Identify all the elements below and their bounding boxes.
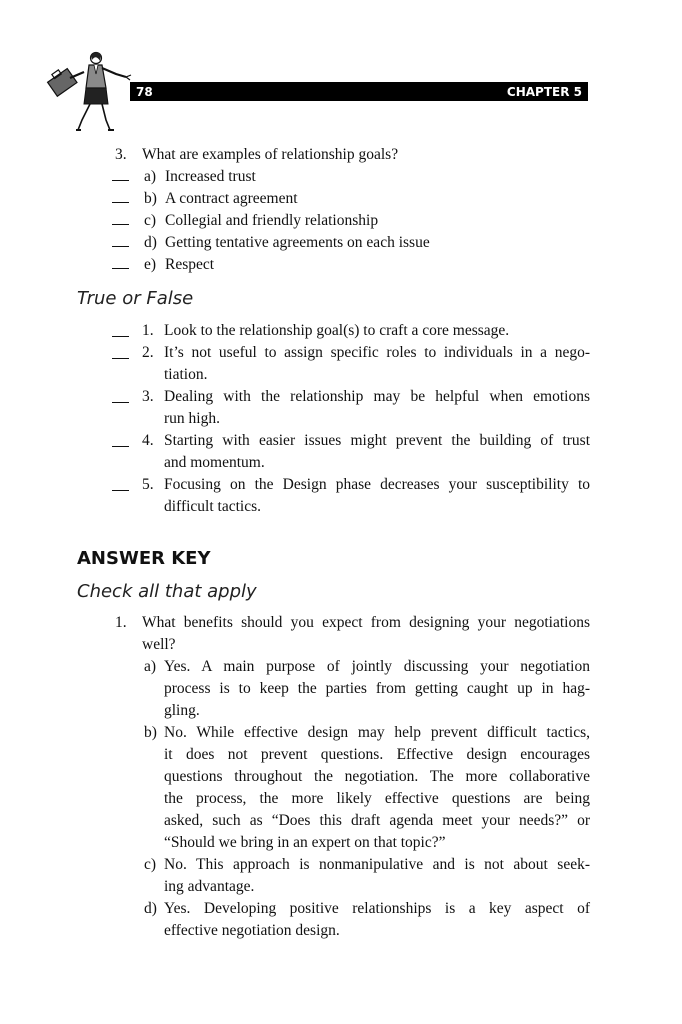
option-c-text: Collegial and friendly relationship [165, 212, 379, 229]
page-number: 78 [136, 84, 153, 99]
answer-line: effective negotiation design. [164, 922, 340, 939]
answer-line: process is to keep the parties from getting caught up in hag- [164, 680, 590, 697]
answer-line: gling. [164, 702, 200, 719]
answer-blank [112, 344, 129, 359]
answer-line: Yes. Developing positive relationships is a key aspect of [164, 900, 590, 917]
tf-line: Starting with easier issues might prevent the building of trust [164, 432, 590, 449]
answer-line: questions throughout the negotiation. The more collaborative [164, 768, 590, 785]
question-3-text: What are examples of relationship goals? [142, 146, 399, 163]
answer-text [164, 898, 590, 942]
option-e [112, 254, 129, 276]
option-b-text: A contract agreement [165, 190, 298, 207]
tf-item-number: 4. [142, 432, 154, 449]
tf-item-text [164, 320, 590, 342]
check-all-heading: Check all that apply [77, 581, 257, 602]
tf-line: It’s not useful to assign specific roles to individuals in a nego- [164, 344, 590, 361]
option-d-text: Getting tentative agreements on each issue [165, 234, 430, 251]
page-header-bar [130, 82, 588, 101]
option-c [112, 210, 129, 232]
question-3-number: 3. [115, 146, 127, 163]
tf-item-text [164, 430, 590, 474]
answer-blank [112, 232, 129, 247]
tf-item-text [164, 342, 590, 386]
tf-line: Focusing on the Design phase decreases your susceptibility to [164, 476, 590, 493]
option-d-label: d) [144, 234, 157, 251]
answer-line: No. This approach is nonmanipulative and is not about seek- [164, 856, 590, 873]
answer-blank [112, 210, 129, 225]
option-e-label: e) [144, 256, 157, 273]
tf-line: run high. [164, 410, 220, 427]
answer-label: a) [144, 658, 157, 675]
answer-text [164, 722, 590, 854]
tf-line: difficult tactics. [164, 498, 261, 515]
option-c-label: c) [144, 212, 157, 229]
businesswoman-illustration-icon [40, 44, 140, 136]
tf-line: tiation. [164, 366, 208, 383]
q1-line: What benefits should you expect from designing your negotiations [142, 614, 590, 631]
option-a-text: Increased trust [165, 168, 256, 185]
answer-blank [112, 322, 129, 337]
answer-line: the process, the more likely effective questions are being [164, 790, 590, 807]
true-false-heading: True or False [77, 288, 194, 309]
answer-q1-text [142, 612, 590, 656]
answer-line: Yes. A main purpose of jointly discussing your negotiation [164, 658, 590, 675]
option-b-label: b) [144, 190, 157, 207]
answer-blank [112, 476, 129, 491]
answer-line: ing advantage. [164, 878, 255, 895]
option-e-text: Respect [165, 256, 215, 273]
tf-line: and momentum. [164, 454, 265, 471]
answer-blank [112, 166, 129, 181]
answer-line: No. While effective design may help prevent difficult tactics, [164, 724, 590, 741]
answer-blank [112, 388, 129, 403]
tf-item-number: 3. [142, 388, 154, 405]
tf-item-text [164, 474, 590, 518]
option-b [112, 188, 129, 210]
tf-item-number: 2. [142, 344, 154, 361]
answer-blank [112, 188, 129, 203]
answer-blank [112, 432, 129, 447]
answer-text [164, 854, 590, 898]
option-d [112, 232, 129, 254]
answer-q1-number: 1. [115, 614, 127, 631]
tf-line: Dealing with the relationship may be helpful when emotions [164, 388, 590, 405]
answer-label: c) [144, 856, 157, 873]
answer-line: “Should we bring in an expert on that topic?” [164, 834, 446, 851]
tf-item-number: 1. [142, 322, 154, 339]
answer-line: asked, such as “Does this draft agenda meet your needs?” or [164, 812, 590, 829]
answer-blank [112, 254, 129, 269]
tf-line: Look to the relationship goal(s) to craft a core message. [164, 322, 510, 339]
tf-item-number: 5. [142, 476, 154, 493]
answer-text [164, 656, 590, 722]
option-a-label: a) [144, 168, 157, 185]
answer-key-heading: ANSWER KEY [77, 548, 211, 569]
tf-item-text [164, 386, 590, 430]
option-a [112, 166, 129, 188]
answer-label: d) [144, 900, 157, 917]
answer-label: b) [144, 724, 157, 741]
q1-line: well? [142, 636, 176, 653]
answer-line: it does not prevent questions. Effective design encourages [164, 746, 590, 763]
chapter-label: CHAPTER 5 [506, 84, 582, 99]
